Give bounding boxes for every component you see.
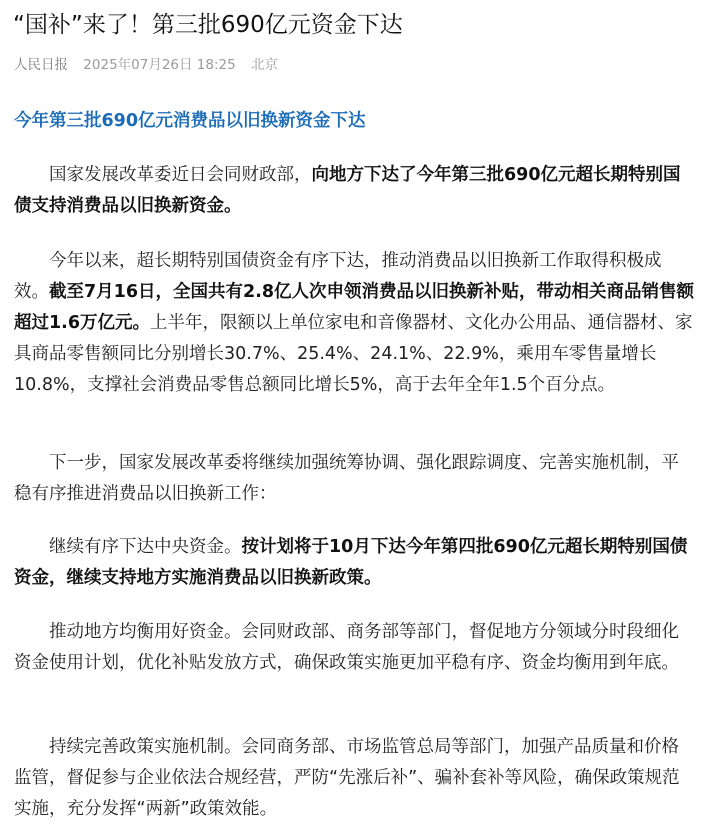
article-meta (14, 55, 289, 75)
paragraph-text: 上半年，限额以上单位家电和音像器材、文化办公用品、通信器材、家具商品零售额同比分别增长30.7%、25.4%、24.1%、22.9%，乘用车零售量增长10.8%，支撑社会消费品零售总额同比增长5%，高于去年全年1.5个百分点。 (14, 313, 693, 395)
paragraph-text: 持续完善政策实施机制。会同商务部、市场监管总局等部门，加强产品质量和价格监管，督促参与企业依法合规经营，严防“先涨后补”、骗补套补等风险，确保政策规范实施，充分发挥“两新”政策效能。 (14, 737, 680, 819)
article-subheading: 今年第三批690亿元消费品以旧换新资金下达 (14, 111, 366, 131)
paragraph (14, 732, 696, 825)
paragraph-text: 推动地方均衡用好资金。会同财政部、商务部等部门，督促地方分领域分时段细化资金使用计划，优化补贴发放方式，确保政策实施更加平稳有序、资金均衡用到年底。 (14, 622, 679, 673)
paragraph-text: 继续有序下达中央资金。 (49, 537, 242, 557)
paragraph (14, 160, 696, 222)
paragraph-text: 国家发展改革委近日会同财政部， (49, 165, 312, 185)
article-location: 北京 (251, 57, 279, 73)
paragraph (14, 448, 696, 510)
paragraph (14, 532, 696, 594)
paragraph-text: 今年以来，超长期特别国债资金有序下达，推动消费品以旧换新工作取得积极成效。 (14, 251, 662, 302)
article-datetime: 2025年07月26日 18:25 (83, 57, 236, 73)
paragraph-bold-text: 按计划将于10月下达今年第四批690亿元超长期特别国债资金，继续支持地方实施消费品以旧换新政策。 (14, 537, 688, 588)
paragraph-bold-text: 截至7月16日，全国共有2.8亿人次申领消费品以旧换新补贴，带动相关商品销售额超过1.6万亿元。 (14, 282, 695, 333)
paragraph-text: 下一步，国家发展改革委将继续加强统筹协调、强化跟踪调度、完善实施机制，平稳有序推进消费品以旧换新工作： (14, 453, 679, 504)
article-source[interactable]: 人民日报 (14, 57, 68, 73)
paragraph (14, 617, 696, 679)
paragraph (14, 246, 696, 401)
article-title: “国补”来了！第三批690亿元资金下达 (13, 12, 403, 38)
paragraph-bold-text: 向地方下达了今年第三批690亿元超长期特别国债支持消费品以旧换新资金。 (14, 165, 681, 216)
